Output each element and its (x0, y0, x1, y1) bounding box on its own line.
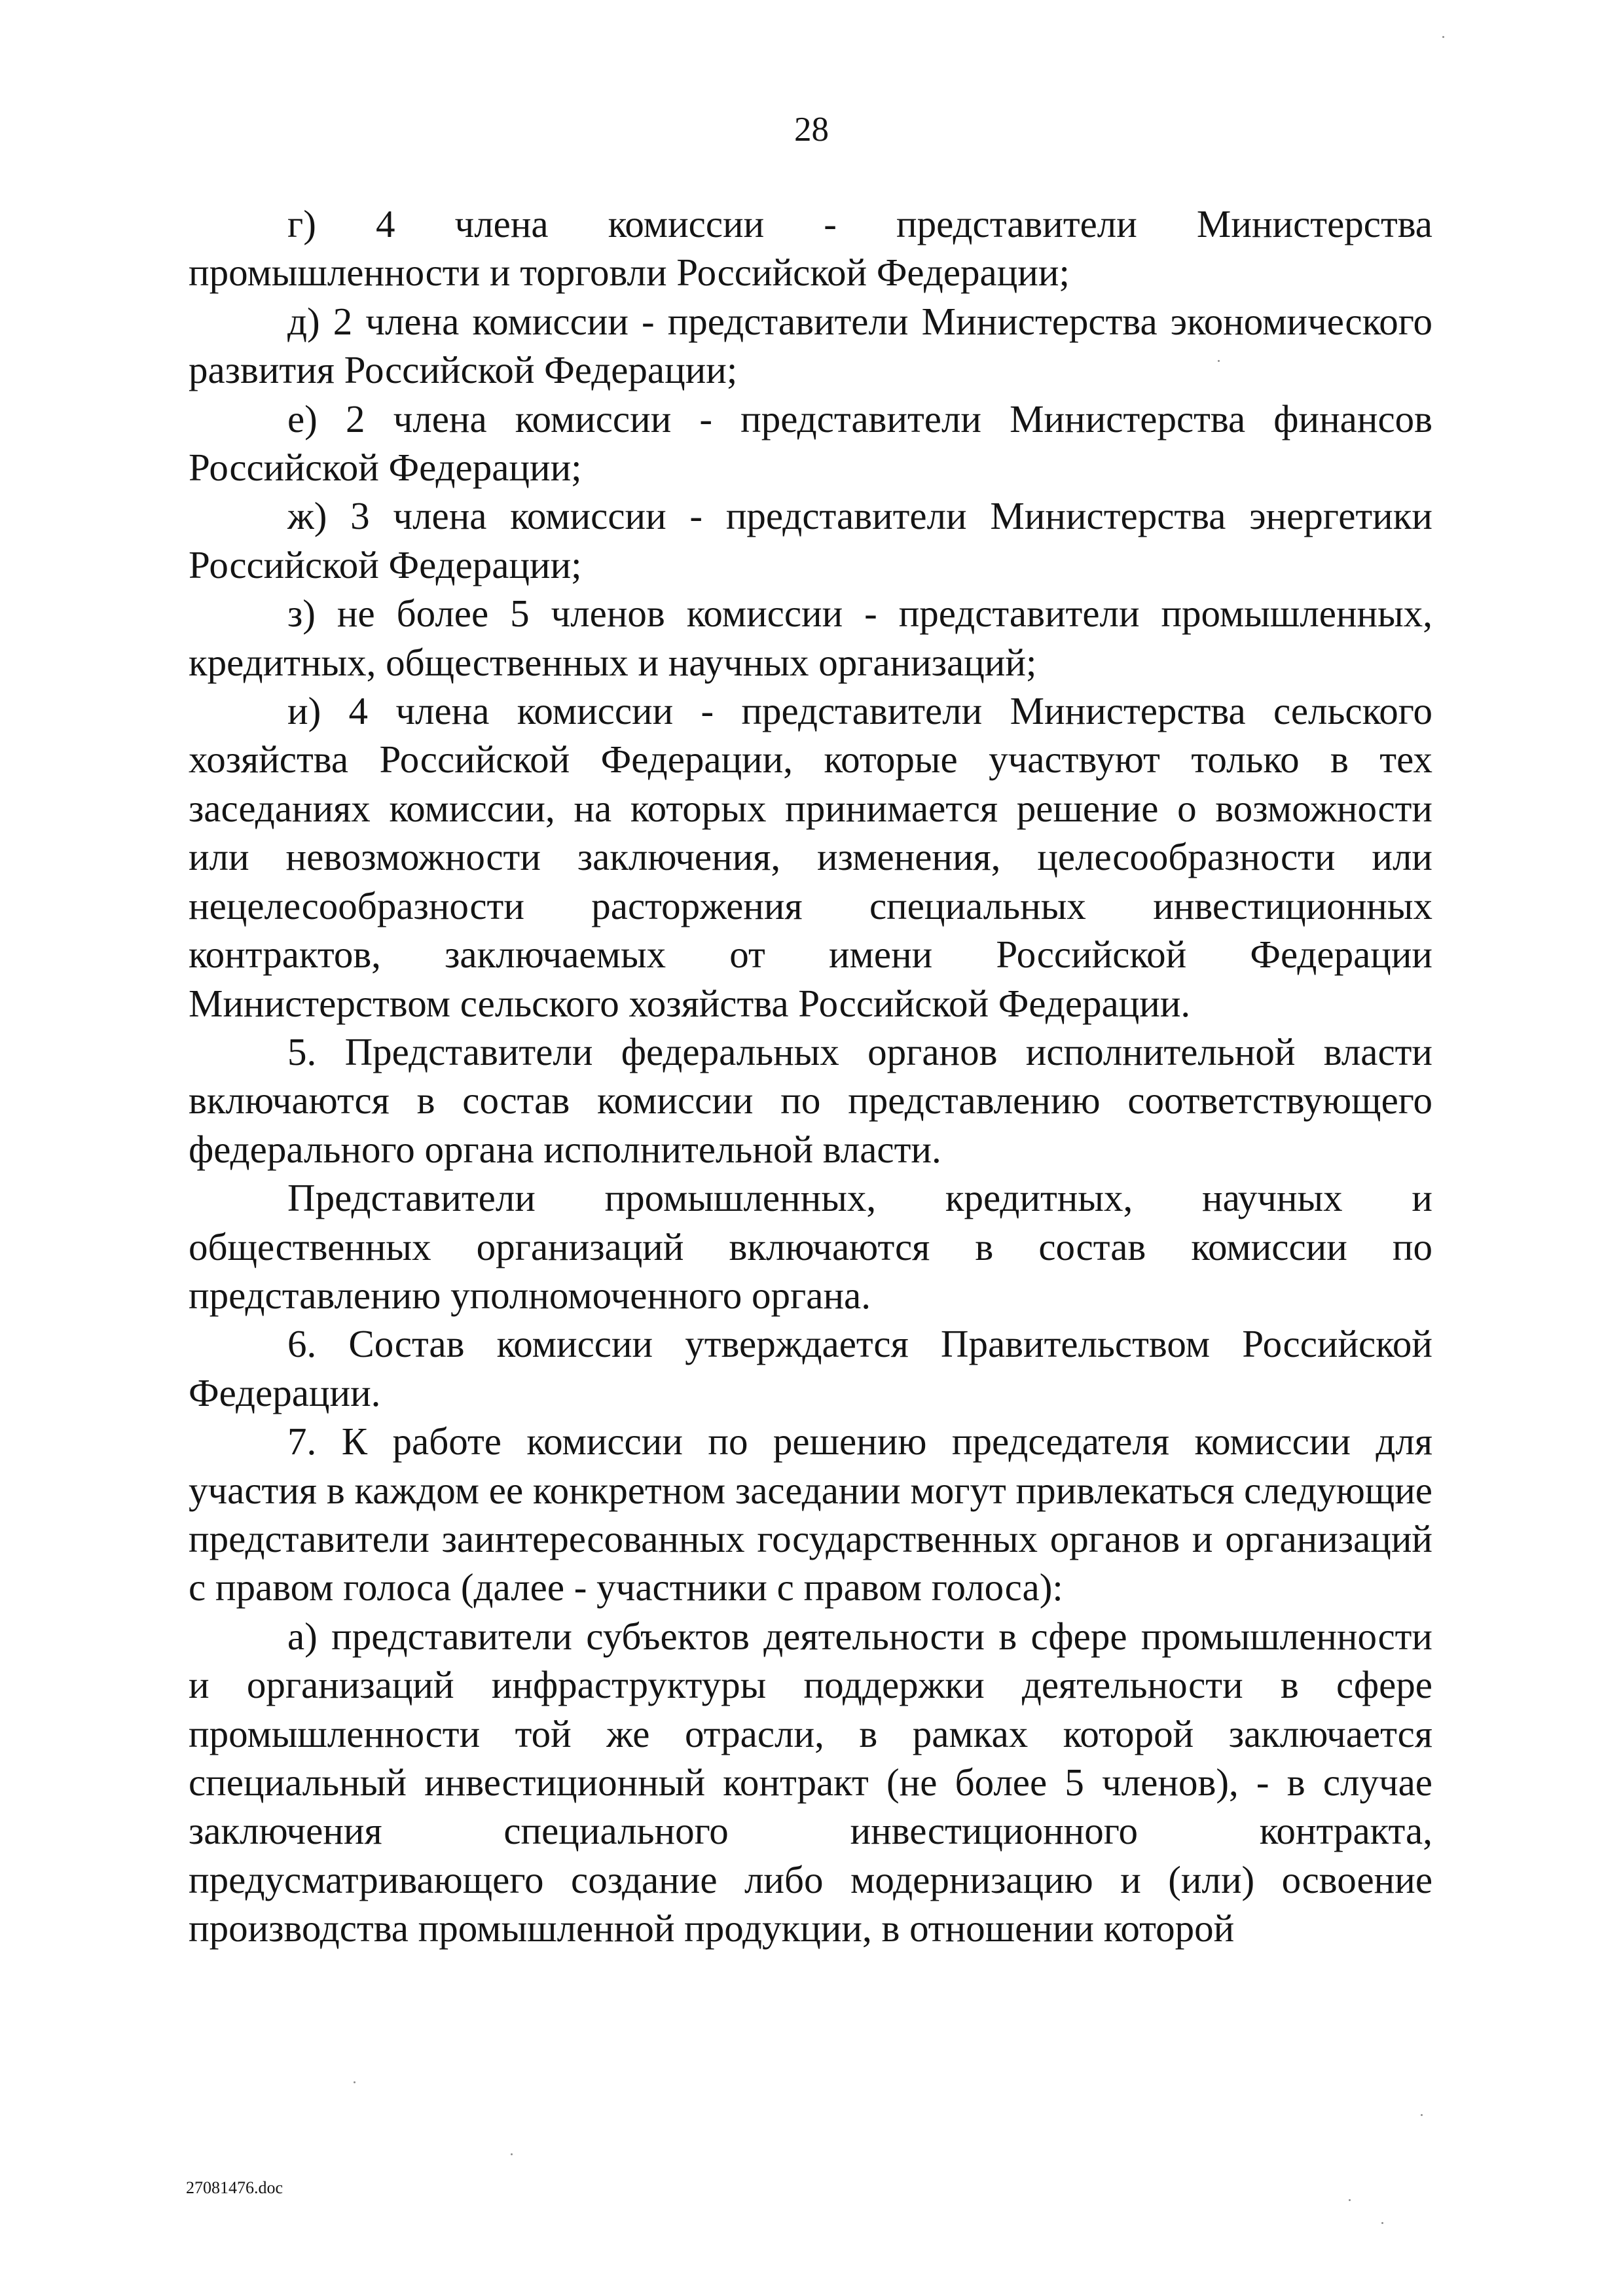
paragraph-clause-5: 5. Представители федеральных органов исполнительной власти включаются в состав комиссии по представлению соответствующего федерального органа исполнительной власти. (189, 1030, 1432, 1171)
page-number: 28 (794, 111, 829, 149)
paragraph-item-zh: ж) 3 члена комиссии - представители Министерства энергетики Российской Федерации; (189, 494, 1432, 586)
scan-speck (354, 2081, 356, 2083)
paragraph-item-a: а) представители субъектов деятельности в сфере промышленности и организаций инфраструктуры поддержки деятельности в сфере промышленности той же отрасли, в рамках которой заключается специальный инвестиционный контракт (не более 5 членов), - в случае заключения специального инвестиционного контракта, предусматривающего создание либо модернизацию и (или) освоение производства промышленной продукции, в отношении которой (189, 1614, 1432, 1950)
paragraph-clause-7: 7. К работе комиссии по решению председателя комиссии для участия в каждом ее конкретном заседании могут привлекаться следующие представители заинтересованных государственных органов и организаций с правом голоса (далее - участники с правом голоса): (189, 1420, 1432, 1609)
paragraph-item-i: и) 4 члена комиссии - представители Министерства сельского хозяйства Российской Федерации, которые участвуют только в тех заседаниях комиссии, на которых принимается решение о возможности или невозможности заключения, изменения, целесообразности или нецелесообразности расторжения специальных инвестиционных контрактов, заключаемых от имени Российской Федерации Министерством сельского хозяйства Российской Федерации. (189, 689, 1432, 1025)
scan-speck (1349, 2199, 1351, 2201)
paragraph-clause-5-continued: Представители промышленных, кредитных, научных и общественных организаций включаются в состав комиссии по представлению уполномоченного органа. (189, 1176, 1432, 1317)
scan-speck (1421, 2114, 1423, 2116)
paragraph-item-g: г) 4 члена комиссии - представители Министерства промышленности и торговли Российской Федерации; (189, 202, 1432, 295)
paragraph-item-d: д) 2 члена комиссии - представители Министерства экономического развития Российской Федерации; (189, 299, 1432, 392)
document-body (189, 200, 1432, 1953)
scan-speck (1381, 2222, 1383, 2224)
paragraph-item-e: е) 2 члена комиссии - представители Министерства финансов Российской Федерации; (189, 397, 1432, 490)
paragraph-item-z: з) не более 5 членов комиссии - представители промышленных, кредитных, общественных и научных организаций; (189, 592, 1432, 684)
paragraph-clause-6: 6. Состав комиссии утверждается Правительством Российской Федерации. (189, 1322, 1432, 1414)
scan-speck (1442, 36, 1444, 38)
scan-speck (1218, 360, 1220, 362)
scan-speck (511, 2153, 513, 2155)
footer-file-name: 27081476.doc (186, 2178, 283, 2197)
